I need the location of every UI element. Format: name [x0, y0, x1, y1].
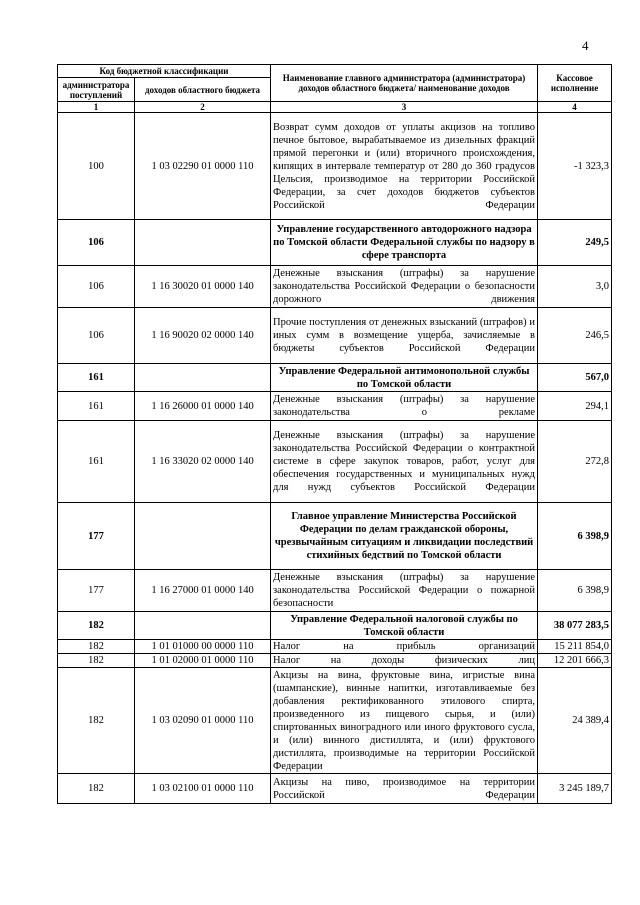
column-number: 4 [538, 102, 612, 113]
header-code: доходов областного бюджета [135, 78, 271, 102]
code-cell: 1 03 02290 01 0000 110 [135, 113, 271, 220]
value-cell: 38 077 283,5 [538, 612, 612, 640]
header-classification: Код бюджетной классификации [58, 65, 271, 78]
admin-cell: 106 [58, 266, 135, 308]
table-row-group-header [58, 612, 612, 640]
value-cell: 272,8 [538, 421, 612, 503]
value-cell: 6 398,9 [538, 503, 612, 570]
code-cell: 1 16 90020 02 0000 140 [135, 308, 271, 364]
page-number: 4 [582, 38, 589, 53]
admin-cell: 161 [58, 421, 135, 503]
name-cell: Прочие поступления от денежных взысканий (штрафов) и иных сумм в возмещение ущерба, зачисляемые в бюджеты субъектов Российской Федерации [271, 308, 538, 364]
table-row [58, 421, 612, 503]
name-cell: Возврат сумм доходов от уплаты акцизов на топливо печное бытовое, вырабатываемое из дизельных фракций прямой перегонки и (или) вторичного происхождения, кипящих в интервале температур от 280 до 360 градусов Цельсия, производимое на территории Российской Федерации, за счет доходов бюджетов субъектов Российской Федерации [271, 113, 538, 220]
table-row-group-header [58, 220, 612, 266]
code-cell [135, 503, 271, 570]
code-cell [135, 220, 271, 266]
admin-cell: 182 [58, 654, 135, 668]
admin-cell: 182 [58, 668, 135, 774]
code-cell [135, 612, 271, 640]
table-row [58, 308, 612, 364]
admin-cell: 177 [58, 570, 135, 612]
admin-cell: 106 [58, 220, 135, 266]
value-cell: 6 398,9 [538, 570, 612, 612]
admin-cell: 182 [58, 640, 135, 654]
column-number: 3 [271, 102, 538, 113]
admin-cell: 161 [58, 364, 135, 392]
name-cell: Денежные взыскания (штрафы) за нарушение законодательства о рекламе [271, 392, 538, 421]
name-cell: Налог на доходы физических лиц [271, 654, 538, 668]
table-row [58, 570, 612, 612]
column-number: 2 [135, 102, 271, 113]
value-cell: -1 323,3 [538, 113, 612, 220]
code-cell: 1 01 02000 01 0000 110 [135, 654, 271, 668]
name-cell: Акцизы на вина, фруктовые вина, игристые вина (шампанские), винные напитки, изготавливаемые без добавления ректификованного этилового спирта, произведенного из пищевого сырья, и (или) спиртованных виноградного или иного фруктового сусла, и (или) винного дистиллята, и (или) фруктового дистиллята, производимые на территории Российской Федерации [271, 668, 538, 774]
code-cell: 1 03 02100 01 0000 110 [135, 774, 271, 804]
name-cell: Налог на прибыль организаций [271, 640, 538, 654]
value-cell: 12 201 666,3 [538, 654, 612, 668]
header-name: Наименование главного администратора (администратора) доходов областного бюджета/ наименование доходов [271, 65, 538, 102]
value-cell: 15 211 854,0 [538, 640, 612, 654]
value-cell: 246,5 [538, 308, 612, 364]
value-cell: 294,1 [538, 392, 612, 421]
name-cell: Акцизы на пиво, производимое на территории Российской Федерации [271, 774, 538, 804]
code-cell: 1 16 26000 01 0000 140 [135, 392, 271, 421]
name-cell: Управление Федеральной антимонопольной службы по Томской области [271, 364, 538, 392]
table-row [58, 266, 612, 308]
admin-cell: 182 [58, 774, 135, 804]
table-row [58, 640, 612, 654]
table-row-group-header [58, 364, 612, 392]
name-cell: Денежные взыскания (штрафы) за нарушение законодательства Российской Федерации о безопасности дорожного движения [271, 266, 538, 308]
name-cell: Денежные взыскания (штрафы) за нарушение законодательства Российской Федерации о контрактной системе в сфере закупок товаров, работ, услуг для обеспечения государственных и муниципальных нужд для нужд субъектов Российской Федерации [271, 421, 538, 503]
code-cell: 1 16 33020 02 0000 140 [135, 421, 271, 503]
table-row [58, 668, 612, 774]
admin-cell: 100 [58, 113, 135, 220]
table-row [58, 392, 612, 421]
header-value: Кассовое исполнение [538, 65, 612, 102]
code-cell: 1 01 01000 00 0000 110 [135, 640, 271, 654]
name-cell: Главное управление Министерства Российской Федерации по делам гражданской обороны, чрезвычайным ситуациям и ликвидации последствий стихийных бедствий по Томской области [271, 503, 538, 570]
admin-cell: 106 [58, 308, 135, 364]
name-cell: Управление государственного автодорожного надзора по Томской области Федеральной службы по надзору в сфере транспорта [271, 220, 538, 266]
admin-cell: 177 [58, 503, 135, 570]
admin-cell: 182 [58, 612, 135, 640]
code-cell: 1 16 27000 01 0000 140 [135, 570, 271, 612]
value-cell: 249,5 [538, 220, 612, 266]
table-row-group-header [58, 503, 612, 570]
value-cell: 3,0 [538, 266, 612, 308]
name-cell: Управление Федеральной налоговой службы по Томской области [271, 612, 538, 640]
code-cell [135, 364, 271, 392]
column-number: 1 [58, 102, 135, 113]
header-admin: администратора поступлений [58, 78, 135, 102]
value-cell: 3 245 189,7 [538, 774, 612, 804]
name-cell: Денежные взыскания (штрафы) за нарушение законодательства Российской Федерации о пожарной безопасности [271, 570, 538, 612]
table-row [58, 774, 612, 804]
value-cell: 567,0 [538, 364, 612, 392]
table-row [58, 113, 612, 220]
admin-cell: 161 [58, 392, 135, 421]
code-cell: 1 03 02090 01 0000 110 [135, 668, 271, 774]
budget-table [57, 64, 612, 804]
value-cell: 24 389,4 [538, 668, 612, 774]
table-row [58, 654, 612, 668]
code-cell: 1 16 30020 01 0000 140 [135, 266, 271, 308]
